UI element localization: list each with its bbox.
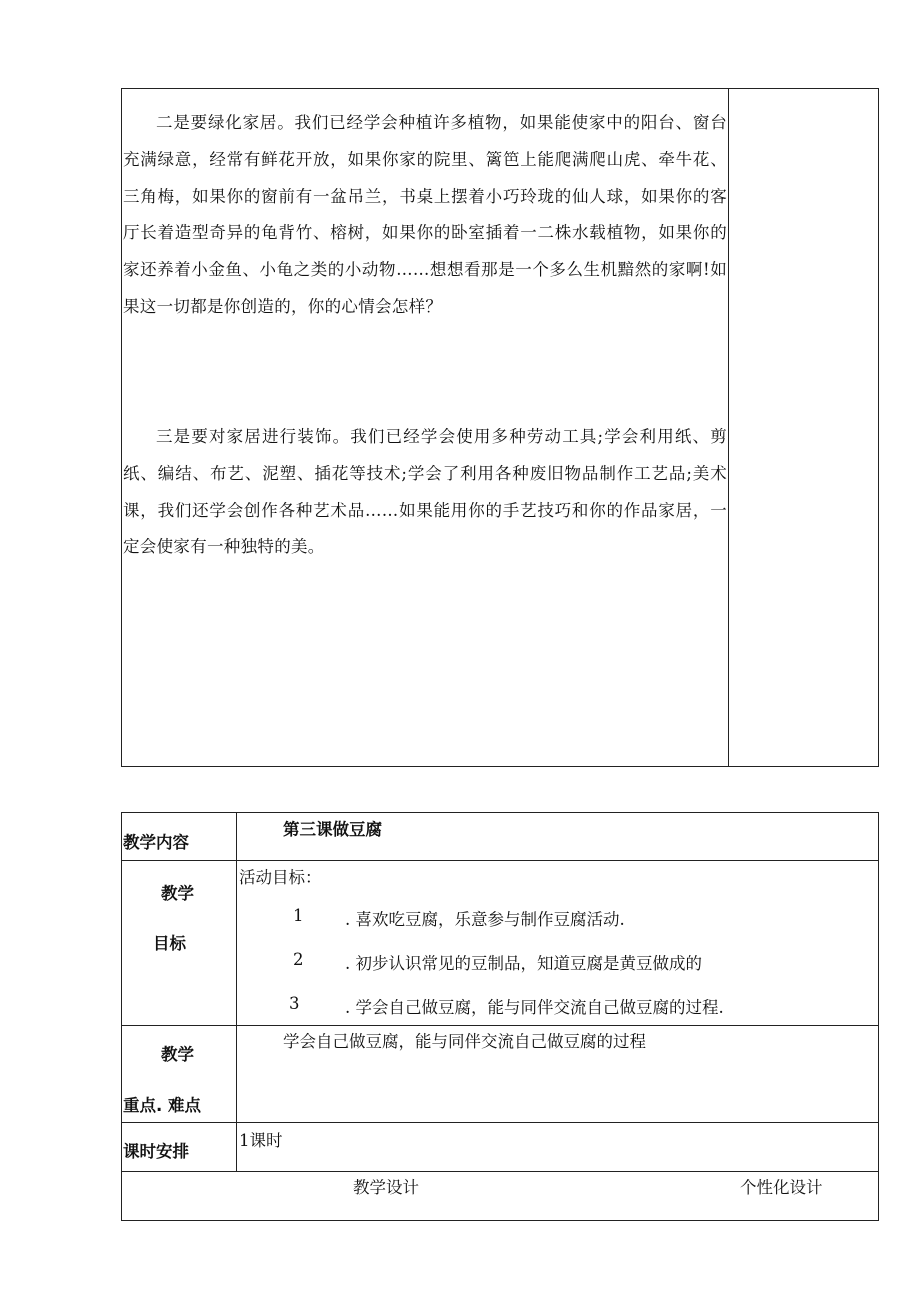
key-label-line1: 教学 [161,1045,194,1064]
goals-heading: 活动目标： [239,868,322,887]
lesson-table-row-divider [121,1171,879,1172]
goal-number: 2 [293,950,304,969]
goals-label-line1: 教学 [161,884,194,903]
content-label: 教学内容 [123,833,189,852]
hours-label: 课时安排 [123,1142,189,1161]
paragraph-decoration: 三是要对家居进行装饰。我们已经学会使用多种劳动工具;学会利用纸、剪纸、编结、布艺、泥塑、插花等技术;学会了利用各种废旧物品制作工艺品;美术课，我们还学会创作各种艺术品……如果能用你的手艺技巧和你的作品家居，一定会使家有一种独特的美。 [123,427,727,557]
lesson-table-row-divider [121,1122,879,1123]
goal-text: . 学会自己做豆腐，能与同伴交流自己做豆腐的过程. [345,998,724,1017]
goals-label-line2: 目标 [153,934,186,953]
lesson-table-col-divider [236,812,237,1172]
paragraph-greening: 二是要绿化家居。我们已经学会种植许多植物，如果能使家中的阳台、窗台充满绿意，经常有鲜花开放，如果你家的院里、篱笆上能爬满爬山虎、牵牛花、三角梅，如果你的窗前有一盆吊兰，书桌上摆着小巧玲珑的仙人球，如果你的客厅长着造型奇异的龟背竹、榕树，如果你的卧室插着一二株水载植物，如果你的家还养着小金鱼、小龟之类的小动物……想想看那是一个多么生机黯然的家啊!如果这一切都是你创造的，你的心情会怎样？ [123,113,727,316]
goal-number: 1 [293,906,304,925]
goal-text: . 喜欢吃豆腐，乐意参与制作豆腐活动. [345,910,625,929]
design-label: 教学设计 [353,1178,419,1197]
key-label-line2: 重点. 难点 [123,1096,202,1115]
key-points-text: 学会自己做豆腐，能与同伴交流自己做豆腐的过程 [283,1032,646,1051]
lesson-table-row-divider [121,860,879,861]
personal-design-label: 个性化设计 [740,1178,823,1197]
goal-text: . 初步认识常见的豆制品，知道豆腐是黄豆做成的 [345,954,702,973]
upper-table-divider [728,88,729,767]
lesson-table-row-divider [121,1025,879,1026]
hours-value: 1课时 [239,1131,283,1150]
goal-number: 3 [289,994,300,1013]
lesson-title: 第三课做豆腐 [283,820,382,839]
